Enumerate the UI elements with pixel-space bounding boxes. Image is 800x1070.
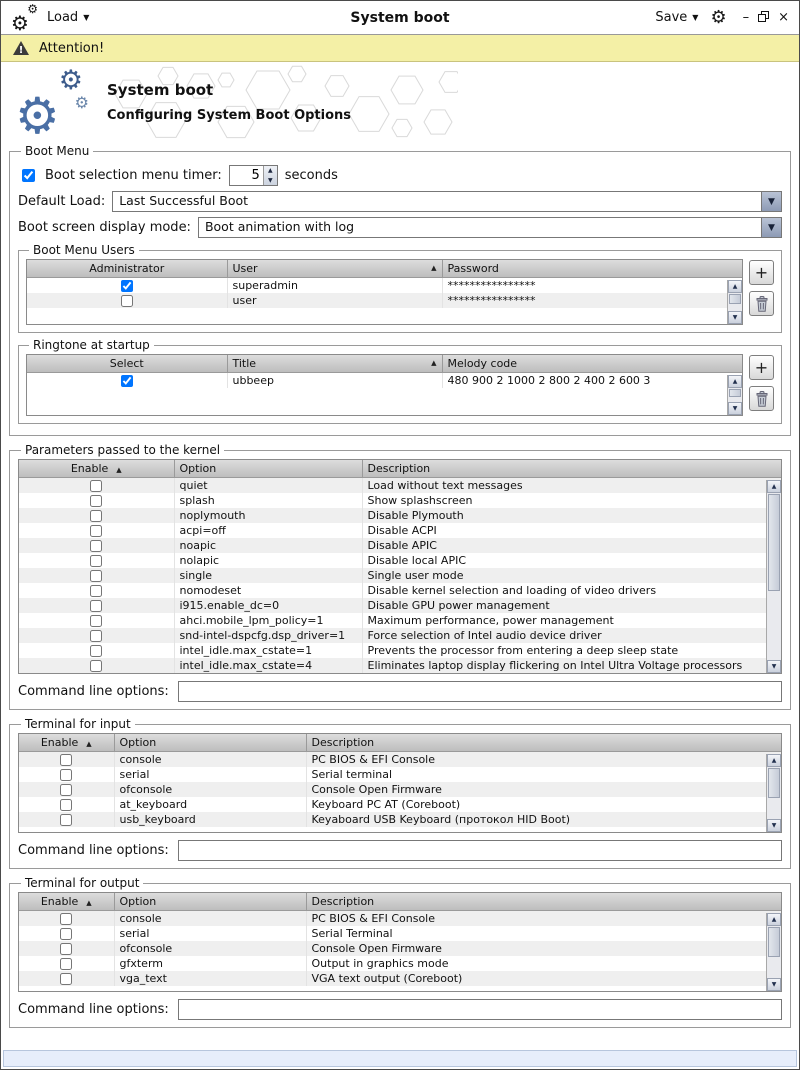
trash-icon	[755, 296, 769, 312]
save-menu-button[interactable]	[655, 10, 698, 25]
cell: Keyaboard USB Keyboard (протокол HID Boot)	[311, 813, 571, 826]
table-row[interactable]	[19, 911, 781, 927]
table-row[interactable]	[19, 971, 781, 986]
load-menu-label: Load	[47, 10, 79, 25]
table-row[interactable]	[19, 926, 781, 941]
checkbox-cell	[19, 598, 174, 613]
col-header-option[interactable]: Option	[114, 893, 306, 911]
table-row[interactable]	[19, 583, 781, 598]
kernel-cmdline-label: Command line options:	[18, 684, 169, 699]
table-row[interactable]	[19, 613, 781, 628]
row-checkbox[interactable]	[90, 555, 102, 567]
kernel-cmdline-input[interactable]	[178, 681, 782, 702]
table-row[interactable]	[19, 658, 781, 673]
checkbox-cell	[19, 971, 114, 986]
cell: Disable APIC	[367, 539, 437, 552]
vertical-scrollbar[interactable]	[727, 375, 742, 415]
row-checkbox[interactable]	[60, 943, 72, 955]
row-checkbox[interactable]	[121, 295, 133, 307]
cell: Disable GPU power management	[367, 599, 550, 612]
table-row[interactable]	[19, 538, 781, 553]
scroll-up-icon[interactable]: ▲	[767, 480, 781, 493]
status-bar	[3, 1050, 797, 1067]
cell: Maximum performance, power management	[367, 614, 614, 627]
scroll-down-icon[interactable]: ▼	[728, 402, 742, 415]
boot-menu-users-legend: Boot Menu Users	[33, 243, 135, 257]
ringtone-legend: Ringtone at startup	[33, 338, 150, 352]
row-checkbox[interactable]	[90, 600, 102, 612]
col-header-password[interactable]: Password	[442, 260, 742, 278]
scrollbar-track[interactable]	[728, 293, 742, 311]
maximize-button[interactable]	[758, 11, 769, 25]
checkbox-cell	[19, 812, 114, 827]
cell: vga_text	[114, 971, 306, 986]
checkbox-cell	[27, 373, 227, 389]
row-checkbox[interactable]	[121, 280, 133, 292]
row-checkbox[interactable]	[90, 645, 102, 657]
col-header-description[interactable]: Description	[306, 734, 781, 752]
cell: PC BIOS & EFI Console	[311, 753, 435, 766]
col-header-administrator[interactable]: Administrator	[27, 260, 227, 278]
cell: Serial terminal	[311, 768, 393, 781]
scroll-down-icon[interactable]: ▼	[767, 660, 781, 673]
table-row[interactable]	[19, 478, 781, 494]
row-checkbox[interactable]	[90, 570, 102, 582]
sort-asc-icon: ▲	[431, 359, 437, 367]
cell: usb_keyboard	[114, 812, 306, 827]
row-checkbox[interactable]	[90, 495, 102, 507]
display-mode-value: Boot animation with log	[204, 219, 355, 234]
row-checkbox[interactable]	[90, 630, 102, 642]
terminal-input-cmdline-label: Command line options:	[18, 843, 169, 858]
cell: console	[114, 752, 306, 768]
col-header-user[interactable]: ▲ User	[227, 260, 442, 278]
boot-menu-group	[9, 144, 791, 436]
table-row[interactable]	[19, 752, 781, 768]
cell: user	[227, 293, 442, 308]
ringtone-group	[18, 338, 782, 424]
row-checkbox[interactable]	[90, 480, 102, 492]
scrollbar-track[interactable]	[767, 767, 781, 819]
checkbox-cell	[19, 493, 174, 508]
cell: Serial Terminal	[311, 927, 393, 940]
terminal-input-table	[18, 733, 782, 833]
plus-icon: +	[754, 263, 769, 282]
checkbox-cell	[19, 643, 174, 658]
row-checkbox[interactable]	[90, 585, 102, 597]
timer-unit-label: seconds	[284, 168, 338, 183]
scroll-down-icon[interactable]: ▼	[767, 819, 781, 832]
row-checkbox[interactable]	[60, 928, 72, 940]
cell: Console Open Firmware	[311, 783, 442, 796]
default-load-value: Last Successful Boot	[119, 193, 249, 208]
title-bar	[1, 1, 799, 35]
cell: single	[174, 568, 362, 583]
col-header-description[interactable]: Description	[306, 893, 781, 911]
checkbox-cell	[19, 941, 114, 956]
chevron-down-icon[interactable]: ▼	[761, 218, 781, 237]
scrollbar-thumb[interactable]	[768, 768, 780, 798]
scroll-up-icon[interactable]: ▲	[728, 375, 742, 388]
terminal-output-cmdline-label: Command line options:	[18, 1002, 169, 1017]
timer-spinner[interactable]	[229, 165, 278, 186]
cell: at_keyboard	[114, 797, 306, 812]
scroll-down-icon[interactable]: ▼	[767, 978, 781, 991]
restore-icon	[758, 11, 769, 22]
checkbox-cell	[19, 956, 114, 971]
delete-user-button[interactable]	[749, 291, 774, 316]
cell: splash	[174, 493, 362, 508]
table-row[interactable]	[19, 523, 781, 538]
page-subtitle: Configuring System Boot Options	[107, 108, 352, 123]
cell: quiet	[174, 478, 362, 494]
row-checkbox[interactable]	[60, 754, 72, 766]
cell: ofconsole	[114, 941, 306, 956]
cell: Disable Plymouth	[367, 509, 464, 522]
row-checkbox[interactable]	[90, 525, 102, 537]
scroll-up-icon[interactable]: ▲	[728, 280, 742, 293]
col-header-enable[interactable]: Enable ▲	[19, 734, 114, 752]
gear-icon: ⚙	[58, 65, 83, 96]
chevron-down-icon: ▼	[692, 13, 699, 22]
table-row[interactable]	[19, 493, 781, 508]
vertical-scrollbar[interactable]	[766, 754, 781, 832]
terminal-output-cmdline-input[interactable]	[178, 999, 782, 1020]
add-ringtone-button[interactable]	[749, 355, 774, 380]
ringtone-table	[26, 354, 743, 416]
table-row[interactable]	[27, 278, 742, 294]
row-checkbox[interactable]	[121, 375, 133, 387]
cell: ****************	[447, 279, 536, 292]
cell: console	[114, 911, 306, 927]
row-checkbox[interactable]	[60, 913, 72, 925]
checkbox-cell	[19, 782, 114, 797]
cell: VGA text output (Coreboot)	[311, 972, 463, 985]
col-header-option[interactable]: Option	[114, 734, 306, 752]
checkbox-cell	[19, 613, 174, 628]
cell: Eliminates laptop display flickering on Intel Ultra Voltage processors	[367, 659, 743, 672]
cell: Disable ACPI	[367, 524, 437, 537]
app-gears-icon	[11, 1, 39, 35]
row-checkbox[interactable]	[60, 784, 72, 796]
trash-icon	[755, 391, 769, 407]
row-checkbox[interactable]	[90, 660, 102, 672]
gear-icon: ⚙	[11, 10, 29, 35]
checkbox-cell	[19, 583, 174, 598]
cell: serial	[114, 767, 306, 782]
page-title: System boot	[107, 81, 214, 99]
row-checkbox[interactable]	[60, 769, 72, 781]
terminal-output-group	[9, 876, 791, 1028]
scrollbar-thumb[interactable]	[729, 389, 741, 397]
boot-menu-legend: Boot Menu	[25, 144, 90, 158]
warning-bar	[1, 35, 799, 62]
spinner-down-icon[interactable]: ▼	[267, 176, 273, 184]
delete-ringtone-button[interactable]	[749, 386, 774, 411]
checkbox-cell	[19, 508, 174, 523]
checkbox-cell	[19, 568, 174, 583]
row-checkbox[interactable]	[90, 510, 102, 522]
col-header-description[interactable]: Description	[362, 460, 781, 478]
boot-timer-checkbox[interactable]	[22, 169, 35, 182]
terminal-input-legend: Terminal for input	[25, 717, 131, 731]
table-row[interactable]	[19, 598, 781, 613]
chevron-down-icon: ▼	[83, 13, 90, 22]
scroll-up-icon[interactable]: ▲	[767, 754, 781, 767]
cell: Force selection of Intel audio device driver	[367, 629, 602, 642]
spinner-arrows[interactable]	[263, 166, 277, 185]
checkbox-cell	[19, 926, 114, 941]
row-checkbox[interactable]	[60, 973, 72, 985]
table-row[interactable]	[19, 782, 781, 797]
cell: 480 900 2 1000 2 800 2 400 2 600 3	[447, 374, 651, 387]
cell: noapic	[174, 538, 362, 553]
scrollbar-thumb[interactable]	[729, 294, 741, 304]
save-menu-label: Save	[655, 10, 688, 25]
gear-icon: ⚙	[15, 87, 60, 142]
row-checkbox[interactable]	[60, 814, 72, 826]
sort-asc-icon: ▲	[431, 264, 437, 272]
checkbox-cell	[27, 278, 227, 294]
checkbox-cell	[19, 523, 174, 538]
cell: Single user mode	[367, 569, 464, 582]
cell: Keyboard PC AT (Coreboot)	[311, 798, 461, 811]
checkbox-cell	[19, 767, 114, 782]
close-button[interactable]: ×	[778, 10, 789, 25]
chevron-down-icon[interactable]: ▼	[761, 192, 781, 211]
cell: snd-intel-dspcfg.dsp_driver=1	[174, 628, 362, 643]
plus-icon: +	[754, 358, 769, 377]
scrollbar-track[interactable]	[767, 493, 781, 660]
table-row[interactable]	[19, 956, 781, 971]
cell: Show splashscreen	[367, 494, 473, 507]
minimize-button[interactable]: –	[742, 10, 750, 25]
table-row[interactable]	[27, 293, 742, 308]
checkbox-cell	[27, 293, 227, 308]
kernel-params-legend: Parameters passed to the kernel	[25, 443, 221, 457]
cell: intel_idle.max_cstate=1	[174, 643, 362, 658]
sort-asc-icon: ▲	[86, 899, 92, 907]
users-table	[26, 259, 743, 325]
cell: Output in graphics mode	[311, 957, 449, 970]
terminal-input-group	[9, 717, 791, 869]
cell: i915.enable_dc=0	[174, 598, 362, 613]
terminal-output-legend: Terminal for output	[25, 876, 140, 890]
scrollbar-thumb[interactable]	[768, 494, 780, 591]
cell: gfxterm	[114, 956, 306, 971]
scrollbar-track[interactable]	[767, 926, 781, 978]
kernel-params-table	[18, 459, 782, 674]
col-header-select[interactable]: Select	[27, 355, 227, 373]
display-mode-label: Boot screen display mode:	[18, 220, 191, 235]
boot-timer-label: Boot selection menu timer:	[45, 168, 222, 183]
table-row[interactable]	[19, 812, 781, 827]
warning-text: Attention!	[39, 40, 105, 56]
vertical-scrollbar[interactable]	[766, 913, 781, 991]
cell: nomodeset	[174, 583, 362, 598]
sort-asc-icon: ▲	[116, 466, 122, 474]
sort-asc-icon: ▲	[86, 740, 92, 748]
spinner-up-icon[interactable]: ▲	[267, 167, 273, 174]
svg-text:!: !	[18, 45, 24, 56]
page-header	[1, 62, 799, 142]
row-checkbox[interactable]	[60, 958, 72, 970]
cell: ****************	[447, 294, 536, 307]
gear-icon: ⚙	[74, 93, 89, 112]
cell: PC BIOS & EFI Console	[311, 912, 435, 925]
checkbox-cell	[19, 797, 114, 812]
default-load-select[interactable]	[112, 191, 782, 212]
cell: Disable local APIC	[367, 554, 467, 567]
kernel-params-group	[9, 443, 791, 710]
scrollbar-track[interactable]	[728, 388, 742, 402]
scroll-down-icon[interactable]: ▼	[728, 311, 742, 324]
table-row[interactable]	[19, 568, 781, 583]
cell: nolapic	[174, 553, 362, 568]
table-row[interactable]	[19, 628, 781, 643]
checkbox-cell	[19, 553, 174, 568]
cell: ubbeep	[227, 373, 442, 389]
vertical-scrollbar[interactable]	[727, 280, 742, 324]
terminal-output-table	[18, 892, 782, 992]
col-header-enable[interactable]: Enable ▲	[19, 460, 174, 478]
add-user-button[interactable]	[749, 260, 774, 285]
row-checkbox[interactable]	[60, 799, 72, 811]
checkbox-cell	[19, 538, 174, 553]
checkbox-cell	[19, 752, 114, 768]
window-title: System boot	[350, 9, 450, 26]
col-header-title[interactable]: ▲ Title	[227, 355, 442, 373]
cell: Load without text messages	[367, 479, 523, 492]
checkbox-cell	[19, 628, 174, 643]
table-row[interactable]	[19, 553, 781, 568]
table-row[interactable]	[27, 373, 742, 389]
cell: intel_idle.max_cstate=4	[174, 658, 362, 673]
table-row[interactable]	[19, 643, 781, 658]
timer-value-input[interactable]	[230, 166, 263, 185]
col-header-enable[interactable]: Enable ▲	[19, 893, 114, 911]
default-load-label: Default Load:	[18, 194, 106, 209]
col-header-melody-code[interactable]: Melody code	[442, 355, 742, 373]
checkbox-cell	[19, 911, 114, 927]
row-checkbox[interactable]	[90, 615, 102, 627]
scrollbar-thumb[interactable]	[768, 927, 780, 957]
vertical-scrollbar[interactable]	[766, 480, 781, 673]
col-header-option[interactable]: Option	[174, 460, 362, 478]
app-logo-gears	[15, 65, 89, 142]
cell: Prevents the processor from entering a deep sleep state	[367, 644, 679, 657]
boot-menu-users-group	[18, 243, 782, 333]
row-checkbox[interactable]	[90, 540, 102, 552]
table-row[interactable]	[19, 767, 781, 782]
cell: Disable kernel selection and loading of video drivers	[367, 584, 657, 597]
warning-triangle-icon	[12, 40, 30, 56]
cell: ahci.mobile_lpm_policy=1	[174, 613, 362, 628]
table-row[interactable]	[19, 941, 781, 956]
cell: ofconsole	[114, 782, 306, 797]
cell: superadmin	[227, 278, 442, 294]
table-row[interactable]	[19, 797, 781, 812]
table-row[interactable]	[19, 508, 781, 523]
cell: noplymouth	[174, 508, 362, 523]
checkbox-cell	[19, 658, 174, 673]
gear-icon: ⚙	[27, 1, 38, 16]
terminal-input-cmdline-input[interactable]	[178, 840, 782, 861]
checkbox-cell	[19, 478, 174, 494]
settings-gear-icon[interactable]: ⚙	[710, 6, 727, 28]
cell: acpi=off	[174, 523, 362, 538]
cell: serial	[114, 926, 306, 941]
cell: Console Open Firmware	[311, 942, 442, 955]
display-mode-select[interactable]	[198, 217, 782, 238]
load-menu-button[interactable]	[47, 10, 89, 25]
scroll-up-icon[interactable]: ▲	[767, 913, 781, 926]
